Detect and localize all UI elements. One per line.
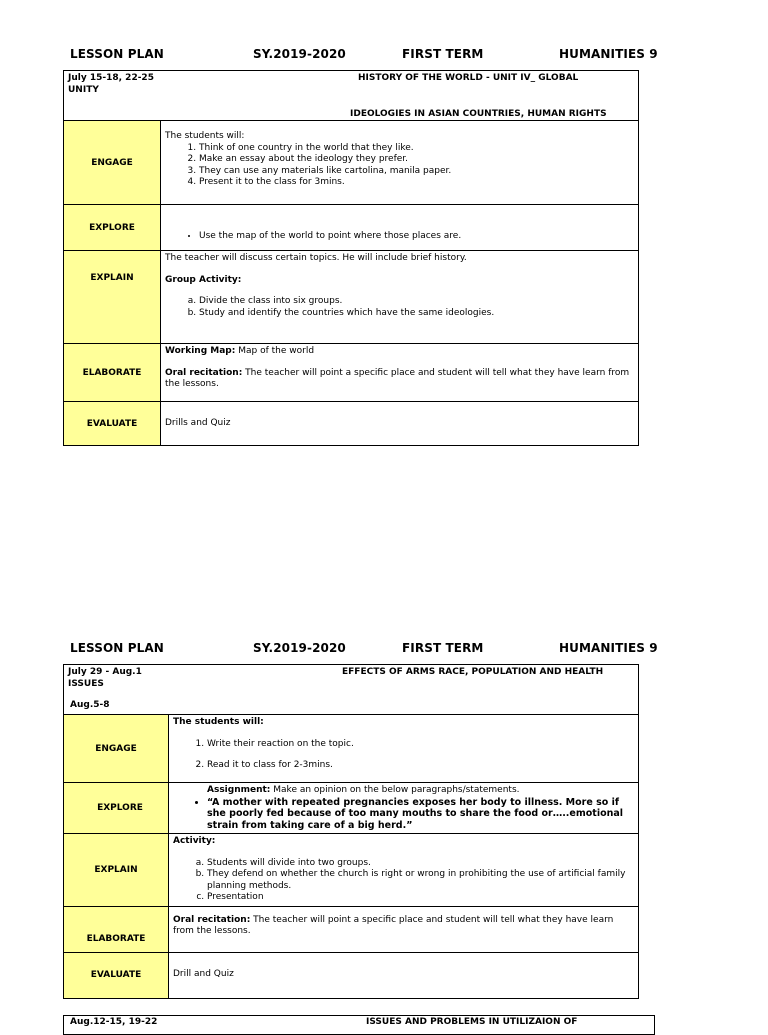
plan2-heading [64,665,639,715]
evaluate-cell [161,402,639,446]
school-year: SY.2019-2020 [253,47,346,61]
list-item: 1. Write their reaction on the topic. [207,739,634,751]
plan2-topic-wrap: ISSUES [68,679,104,689]
plan3-dates: Aug.12-15, 19-22 [70,1017,158,1027]
engage-label: ENGAGE [64,715,169,783]
plan1-topic-wrap: UNITY [68,85,99,95]
evaluate-cell [169,952,639,998]
elaborate-label: ELABORATE [64,344,161,402]
engage-list [165,143,634,189]
group-activity-label: Group Activity: [165,274,242,285]
evaluate-label: EVALUATE [64,402,161,446]
list-item: a. Students will divide into two groups. [207,858,634,870]
subject: HUMANITIES 9 [559,47,658,61]
explain-cell [169,834,639,907]
plan1-topic-line1: HISTORY OF THE WORLD - UNIT IV_ GLOBAL [358,73,579,83]
explore-label: EXPLORE [64,205,161,251]
assignment-text: Make an opinion on the below paragraphs/statements. [273,785,520,795]
list-item: 2. Make an essay about the ideology they prefer. [199,154,634,166]
evaluate-text: Drills and Quiz [165,417,231,428]
subject: HUMANITIES 9 [559,641,658,655]
explain-list [165,296,634,319]
explain-label: EXPLAIN [64,251,161,344]
oral-recitation-label: Oral recitation: [173,914,251,925]
elaborate-cell [161,344,639,402]
engage-intro: The students will: [165,131,245,141]
plan2-dates2: Aug.5-8 [70,700,110,710]
quote-text: “A mother with repeated pregnancies exposes her body to illness. More so if she poorly fed because of too many mouths to share the food or…..emotional strain from taking care of a big herd.” [207,796,624,831]
working-map-label: Working Map: [165,346,236,356]
school-year: SY.2019-2020 [253,641,346,655]
plan2-topic-line1: EFFECTS OF ARMS RACE, POPULATION AND HEALTH [342,667,604,677]
lesson-plan-table-3 [63,1015,655,1035]
plan1-heading [64,71,639,121]
activity-label: Activity: [173,836,216,846]
engage-cell [161,121,639,205]
lesson-plan-title: LESSON PLAN [70,641,164,655]
list-item: 3. They can use any materials like cartolina, manila paper. [199,166,634,178]
evaluate-text: Drill and Quiz [173,969,234,980]
list-item: • Use the map of the world to point where those places are. [199,231,634,243]
plan3-topic-line1: ISSUES AND PROBLEMS IN UTILIZAION OF [366,1017,578,1027]
quote-item [207,797,634,832]
list-item: c. Presentation [207,892,634,904]
elaborate-label: ELABORATE [64,906,169,952]
explore-label: EXPLORE [64,783,169,834]
oral-recitation-label: Oral recitation: [165,367,243,378]
engage-label: ENGAGE [64,121,161,205]
elaborate-cell [169,906,639,952]
list-item: a. Divide the class into six groups. [199,296,634,308]
explain-cell [161,251,639,344]
lesson-plan-title: LESSON PLAN [70,47,164,61]
lesson-plan-table-1 [63,70,639,446]
plan1-topic-line2: IDEOLOGIES IN ASIAN COUNTRIES, HUMAN RIGHTS [350,109,607,119]
list-item: 1. Think of one country in the world that they like. [199,143,634,155]
term: FIRST TERM [402,47,484,61]
oral-recitation-text: The teacher will point a specific place and student will tell what they have learn from the lessons. [165,367,630,389]
explain-text: The teacher will discuss certain topics. He will include brief history. [165,253,467,263]
list-item: b. They defend on whether the church is right or wrong in prohibiting the use of artificial family planning methods. [207,869,634,892]
lesson-plan-table-2 [63,664,639,999]
explain-list [173,858,634,904]
engage-list [173,739,634,751]
engage-cell [169,715,639,783]
explore-cell [169,783,639,834]
evaluate-label: EVALUATE [64,952,169,998]
oral-recitation-text: The teacher will point a specific place and student will tell what they have learn from the lessons. [173,914,614,936]
term: FIRST TERM [402,641,484,655]
assignment-label: Assignment: [207,785,271,795]
engage-intro: The students will: [173,717,264,727]
working-map-text: Map of the world [238,346,315,356]
list-item: b. Study and identify the countries which have the same ideologies. [199,308,634,320]
list-item: 4. Present it to the class for 3mins. [199,177,634,189]
plan2-dates: July 29 - Aug.1 [68,667,142,677]
list-item: 2. Read it to class for 2-3mins. [207,760,634,772]
plan1-dates: July 15-18, 22-25 [68,73,154,83]
engage-list-continued [173,760,634,772]
explain-label: EXPLAIN [64,834,169,907]
explore-cell [161,205,639,251]
